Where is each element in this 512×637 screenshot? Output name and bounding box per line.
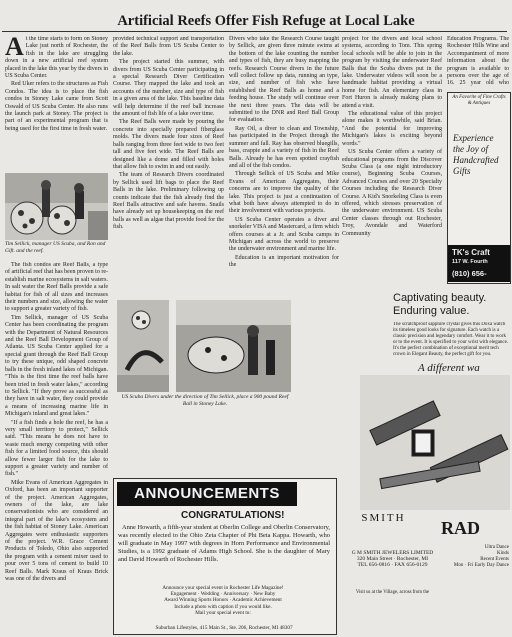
ad-title-line-2: Enduring value.	[393, 305, 470, 317]
congratulations-title: CONGRATULATIONS!	[181, 510, 285, 521]
watch-ad-script: A different wa	[418, 362, 480, 374]
announcement-body	[118, 524, 330, 582]
paragraph: Education Programs. The Rochester Hills Wine and Accompaniment of more information about the program is available to persons over the age of 16. 25 year old who	[447, 36, 509, 86]
store-phone: (810) 656-	[452, 269, 487, 278]
ad-script-line: Handcrafted	[453, 155, 499, 165]
photo-caption-1: Tim Sellick, manager US Scuba, and Ron and Gift. and the reef.	[5, 241, 106, 254]
promo-bullet: Mail your special event to:	[195, 609, 251, 616]
headline-rule	[2, 31, 507, 32]
rad-line: Mon · Fri Early Day Dance	[453, 563, 509, 568]
article-column-5	[447, 36, 509, 86]
promo-footer: Suburban Lifestyles, 415 Main St., Ste. 206, Rochester, MI 48307	[155, 625, 293, 631]
watch-icon	[360, 375, 510, 510]
ad-script-line: the Joy of	[453, 144, 488, 154]
article-column-1-top	[5, 36, 108, 173]
paragraph: project for the divers and local school systems, according to Tom. This spring local schools will be able to join in the program by visiting the underwater Reef Balls that the Scuba divers put in the lake. Underwater videos will soon be a handmade habitat providing a virtual home for fish. An elementary class in Fort Huron is already making plans to attend a visit.	[342, 36, 442, 109]
paragraph: "If a fish finds a hole the reef, he has a very small territory to protect," Sellick said. "This means he does not have to waste much energy competing with other fish for a limited food source, this should allow fewer larger fish for the lake to support a greater variety and number of fish."	[5, 419, 108, 478]
store-tag: Visit us at the Village, across from the	[355, 590, 430, 595]
lead-paragraph: t the time starts to form on Stoney Lake just north of Rochester, the fish in the lake are struggling down in a new artificial reef system placed in the lake this year by the divers in US Scuba Center.	[5, 36, 108, 80]
paragraph: The fish condos are Reef Balls, a type of artificial reef that has been proven to re-establish marine ecosystems in salt waters. In salt water the Reef Balls provide a safe habitat for fish of all sizes and increases their numbers and size, allowing the water to support a greater variety of fish.	[5, 262, 108, 313]
paragraph: The Reef Balls were made by pouring the concrete into specially prepared fiberglass molds. The divers made four sizes of Reef balls ranging from three feet wide to two feet tall and five feet wide. The Reef Balls are designed like a dome and filled with holes that allow fish to swim in and out easily.	[113, 119, 224, 170]
paragraph: US Scuba Center offers a variety of educational programs from the Discover Scuba Class (a one night introductory course), Beginning Scuba Courses, Advanced Courses and over 20 Specialty Courses including the Research Diver Course. A Kid's Snorkeling Class is even offered, which stresses preservation of the underwater environment. US Scuba Center classes through out Rochester, Troy, Avondale and Waterford Community	[342, 149, 442, 237]
article-column-4	[342, 36, 442, 286]
promo-bullet: Award Winning Sports Honors · Academic Achievement	[164, 597, 282, 604]
store-name: G M SMITH JEWELERS LIMITED	[351, 550, 434, 556]
paragraph: US Scuba Center operates a diver and snorkeler VISA and Mastercard, a firm which offers courses at a Jr. and Scuba camps in Michigan and across the world to preserve the underwater environment and marine life.	[229, 216, 339, 253]
paragraph: Through Sellick of US Scuba and Mike Evans of American Aggregates, their concerns are to improve the quality of the lake. This project is just a continuation of what both have always attempted to do in their involvement with various projects.	[229, 171, 339, 215]
promo-headline: Announce your special event in Rochester Life Magazine!	[162, 585, 284, 591]
rad-ad-details	[445, 545, 509, 569]
paragraph: The team of Research Divers coordinated by Sellick used lift bags to place the Reef Balls in the lake. Preliminary following up counts indicate that the fish already find the Reef Balls attractive and safe havens. Snails have already set up housekeeping on the reef balls as well as algae that provide food for the fish.	[113, 172, 224, 231]
rad-line: Ultra Dance	[484, 545, 509, 550]
paragraph: Divers who take the Research Course taught by Sellick, are given three minute swims at the bottom of the lake counting the number and types of fish, they are busy mapping the reefs. Research Course divers in the future will collect follow up data, running an type, size, and number of fish who have established the Reef Balls as home and a feeding house. The study will continue over the next three years. The data will be submitted to the DNR and Reef Ball Group for evaluation.	[229, 36, 339, 124]
paragraph: Mike Evans of American Aggregates in Oxford, has been an important supporter of the project. American Aggregates, owners of the lake, are lake conservationists who are considered an integral part of the lake's ecosystem and the fish habitat of Stoney Lake. American Aggregates were enthusiastic supporters of the project. W.R. Grace Cement Products of Toledo, Ohio also supported the program with a cement mixer used to pour over 5 tons of cement to build 10 Reef Balls. Mark Kraus of Kraus Brick was one of the divers and	[5, 479, 108, 583]
captivating-title	[393, 292, 486, 318]
paragraph: The project started this summer, with divers from US Scuba Center participating in a special Research Diver Certification Course. They mapped the lake and took an accounts of the number, size and type of fish in a given area of the lake. This baseline data will help determine if the reef ball increase the amount of fish life of a lake over time.	[113, 59, 224, 118]
announcement-text: Anne Howarth, a fifth-year student at Oberlin College and Oberlin Conservatory, was recently elected to the Ohio Zeta Chapter of Phi Beta Kappa. Howarth, who will graduate in May 1997 with degrees in Horn Performance and Environmental Studies, is a 1992 graduate of Adams High School. She is the daughter of Mary and David Howarth of Rochester Hills.	[118, 524, 330, 563]
store-phone: TEL 656-0816 · FAX 656-0129	[357, 562, 428, 568]
store-name: TK's Craft	[452, 248, 490, 257]
announcements-heading: ANNOUNCEMENTS	[117, 482, 297, 506]
reef-ball-photo-icon	[5, 173, 108, 240]
article-column-1-bottom	[5, 262, 108, 634]
paragraph: Red Uker refers to the structures as Fish Condos. The idea is to place the fish condos in Stoney Lake came from Scott Oswald of US Scuba Center. He also runs the launch park at Stoney. The project is part of an experimental program that is being used for the first time in fresh water.	[5, 81, 108, 132]
paragraph: Education is an important motivation for the	[229, 254, 339, 269]
rad-logo: RAD	[441, 518, 480, 538]
diver-photo-small	[117, 300, 169, 392]
diver-photo-icon	[117, 300, 169, 392]
ad-script-line: Gifts	[453, 166, 471, 176]
watch-ad-body: The scratchproof sapphire crystal gives this Doxa watch its timeless good looks for signature. Each watch is a classic precision and legendary comfort. Wear it to work or to the event. It is specified to your wrist with elegance. It's the perfect combination of exceptional merit tech crown in Elegant Beauty, the perfect gift for you.	[393, 322, 509, 357]
photo-caption-2: US Scuba Divers under the direction of Tim Sellick, place a 900 pound Reef Ball in Stoney Lake.	[121, 394, 289, 407]
ad-tagline: An Favorite of Fine Crafts & Antiques	[452, 95, 506, 106]
paragraph: The educational value of this project alone makes it worthwhile, said Brian. "And the potential for improving Michigan's lakes is exciting beyond words."	[342, 111, 442, 147]
smith-logo: SMITH	[361, 512, 406, 524]
paragraph: Ray Oil, a diver to clean and Township, has participated in the Project through the summer and fall. Ray has observed bluegills, bass, crappie and a variety of fish in the Reef Balls. Already he has even spotted crayfish and all of the fish condos.	[229, 125, 339, 169]
watch-photo	[360, 375, 510, 510]
promo-block	[138, 585, 308, 616]
promo-bullet: Engagement · Wedding · Anniversary · New Baby	[170, 591, 276, 598]
promo-bullet: Include a photo with caption if you would like.	[174, 603, 272, 610]
drop-cap: A	[5, 36, 24, 61]
tk-craft-banner	[448, 245, 510, 282]
paragraph: Tim Sellick, manager of US Scuba Center has been coordinating the program with the Department of Natural Resources and the Reef Ball Development Group of Atlanta. US Scuba Center applied for a special grant through the Reef Ball Group to try these unique, odd shaped concrete balls in the fresh inland lakes of Michigan. "This is the first time the reef balls have been tried in fresh water lakes," according to Sellick. "If they prove as successful as they have in salt water, they could provide a means of increasing marine life in Michigan's inland and great lakes."	[5, 314, 108, 418]
ad-title-line-1: Captivating beauty.	[393, 292, 487, 304]
store-address: 320 Main Street · Rochester, MI	[356, 556, 429, 562]
tk-craft-ad	[447, 92, 511, 284]
ad-script-text	[453, 133, 507, 177]
divers-photo	[5, 173, 108, 240]
headline: Artificial Reefs Offer Fish Refuge at Local Lake	[117, 13, 415, 29]
rad-line: Recent Events	[480, 557, 509, 562]
paragraph: provided technical support and transportation of the Reef Balls from US Scuba Center to the lake.	[113, 36, 224, 57]
reef-ball-lake-photo	[176, 300, 291, 392]
rad-line: Kinds	[497, 551, 509, 556]
store-address: 117 W. Fourth	[452, 259, 488, 265]
ad-script-line: Experience	[453, 133, 494, 143]
lake-photo-icon	[176, 300, 291, 392]
store-block	[345, 550, 440, 568]
article-column-3	[229, 36, 339, 286]
